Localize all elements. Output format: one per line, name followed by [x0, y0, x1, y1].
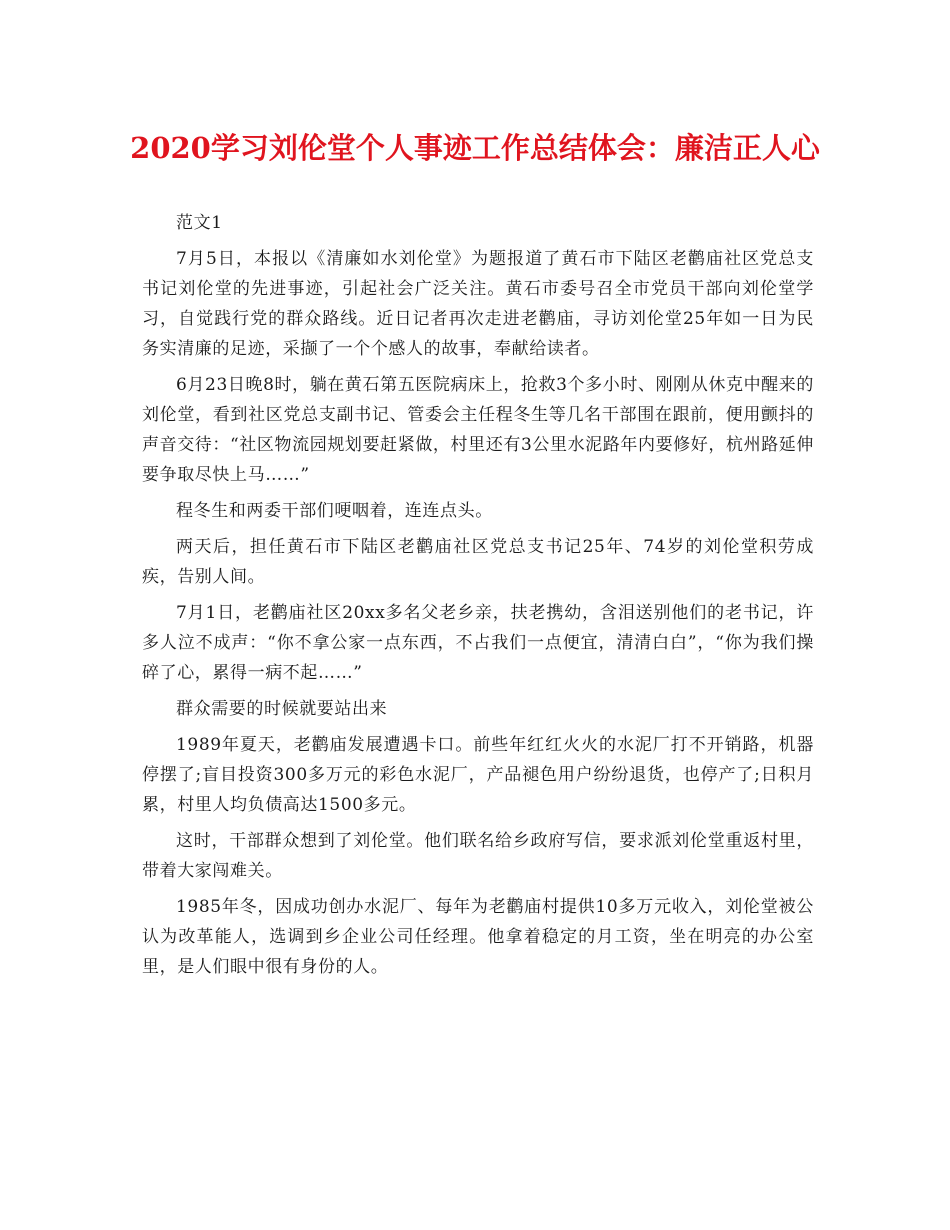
document-body [142, 208, 814, 988]
paragraph: 6月23日晚8时，躺在黄石第五医院病床上，抢救3个多小时、刚刚从休克中醒来的刘伦堂，看到社区党总支副书记、管委会主任程冬生等几名干部围在跟前，便用颤抖的声音交待：“社区物流园规划要赶紧做，村里还有3公里水泥路年内要修好，杭州路延伸要争取尽快上马……” [142, 375, 814, 485]
paragraph: 7月1日，老鹳庙社区20xx多名父老乡亲，扶老携幼，含泪送别他们的老书记，许多人泣不成声：“你不拿公家一点东西，不占我们一点便宜，清清白白”，“你为我们操碎了心，累得一病不起……” [142, 603, 814, 683]
section-heading: 群众需要的时候就要站出来 [176, 699, 388, 719]
paragraph: 1985年冬，因成功创办水泥厂、每年为老鹳庙村提供10多万元收入，刘伦堂被公认为改革能人，选调到乡企业公司任经理。他拿着稳定的月工资，坐在明亮的办公室里，是人们眼中很有身份的人。 [142, 897, 814, 977]
paragraph: 1989年夏天，老鹳庙发展遭遇卡口。前些年红红火火的水泥厂打不开销路，机器停摆了;盲目投资300多万元的彩色水泥厂，产品褪色用户纷纷退货，也停产了;日积月累，村里人均负债高达1500多元。 [142, 735, 814, 815]
paragraph: 程冬生和两委干部们哽咽着，连连点头。 [176, 501, 493, 521]
document-title: 2020学习刘伦堂个人事迹工作总结体会：廉洁正人心 [130, 131, 820, 165]
paragraph: 7月5日，本报以《清廉如水刘伦堂》为题报道了黄石市下陆区老鹳庙社区党总支书记刘伦堂的先进事迹，引起社会广泛关注。黄石市委号召全市党员干部向刘伦堂学习，自觉践行党的群众路线。近日记者再次走进老鹳庙，寻访刘伦堂25年如一日为民务实清廉的足迹，采撷了一个个感人的故事，奉献给读者。 [142, 249, 814, 359]
paragraph: 两天后，担任黄石市下陆区老鹳庙社区党总支书记25年、74岁的刘伦堂积劳成疾，告别人间。 [142, 537, 814, 587]
paragraph: 这时，干部群众想到了刘伦堂。他们联名给乡政府写信，要求派刘伦堂重返村里，带着大家闯难关。 [142, 831, 814, 881]
paragraph: 范文1 [176, 213, 223, 233]
